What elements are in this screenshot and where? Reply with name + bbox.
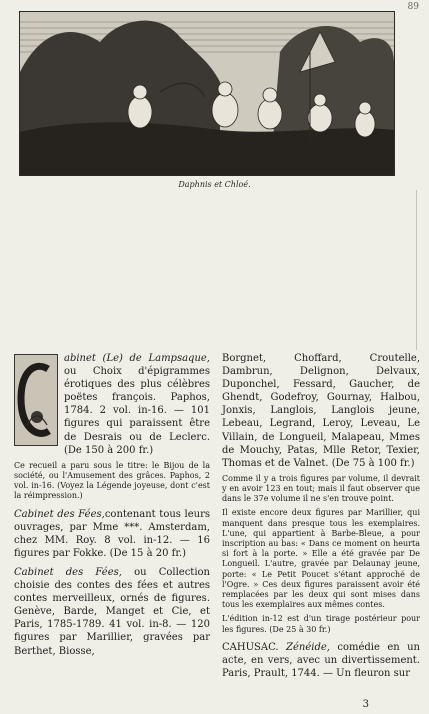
entry-continuation: Borgnet, Choffard, Croutelle, Dambrun, Delignon, Delvaux, Duponchel, Fessard, Gaucher, de Ghendt, Godefroy, Gournay, Halbou, Jonxis, Langlois, Langlois jeune, Lebeau, Legrand, Leroy, Leveau, Le Villain, de Longueil, Malapeau, Mmes de Mouchy, Patas, Mlle Retor, Texier, Thomas et de Valnet. (De 75 à 100 fr.) <box>222 353 420 469</box>
page-number: 3 <box>362 699 369 710</box>
author-name: CAHUSAC. <box>222 641 279 653</box>
engraving-illustration <box>19 11 395 176</box>
entry-head: Cabinet des Fées, <box>14 508 105 520</box>
entry-cabinet-fees-1 <box>14 508 210 560</box>
entry-text: contenant tous leurs ouvrages, par Mme ***. Amsterdam, chez MM. Roy. 8 vol. in-12. — 16 figures par Fokke. (De 15 à 20 fr.) <box>14 508 211 559</box>
illustration-caption: Daphnis et Chloé. <box>178 180 251 189</box>
entry-text: comédie en un acte, en vers, avec un divertissement. Paris, Prault, 1744. — Un fleuron sur <box>222 641 420 680</box>
entry-text: ou Collection choisie des contes des fées et autres contes merveilleux, ornés de figures. Genève, Barde, Manget et Cie, et Paris, 1785-1789. 41 vol. in-8. — 120 figures par Marillier, gravées par Berthet, Biosse, <box>14 566 210 657</box>
note-figures-count: Comme il y a trois figures par volume, il devrait y en avoir 123 en tout; mais il faut observer que dans le 37e volume il ne s'en trouve point. <box>222 473 420 504</box>
note-marillier: Il existe encore deux figures par Marillier, qui manquent dans presque tous les exemplaires. L'une, qui appartient à Barbe-Bleue, a pour inscription au bas: « Dans ce moment on heurta si fort à la porte. » Elle a été gravée par De Longueil. L'autre, gravée par Delaunay jeune, porte: « Le Petit Poucet s'étant approché de l'Ogre. » Ces deux figures paraissent avoir été remplacées par les deux qui sont mises dans tous les exemplaires aux mêmes contes. <box>222 508 420 610</box>
entry-head: abinet (Le) de Lampsaque, <box>64 353 210 364</box>
top-page-mark: 89 <box>407 2 419 12</box>
note-edition: L'édition in-12 est d'un tirage postérieur pour les figures. (De 25 à 30 fr.) <box>222 614 420 634</box>
left-column <box>14 352 210 662</box>
margin-rule <box>416 190 417 350</box>
ornamental-drop-cap-c <box>14 354 58 446</box>
entry-text: ou Choix d'épigrammes érotiques des plus célèbres poëtes françois. Paphos, 1784. 2 vol. in-16. — 101 figures qui paraissent être de Desrais ou de Leclerc. (De 150 à 200 fr.) <box>64 366 210 456</box>
entry-cabinet-fees-2 <box>14 566 210 658</box>
entry-head: Cabinet des Fées, <box>14 566 122 578</box>
entry-note: Ce recueil a paru sous le titre: le Bijou de la société, ou l'Amusement des grâces. Paphos, 2 vol. in-16. (Voyez la Légende joyeuse, dont c'est la réimpression.) <box>14 460 210 501</box>
entry-cahusac <box>222 641 420 680</box>
work-title: Zénéide, <box>286 641 330 653</box>
right-column <box>222 352 420 684</box>
